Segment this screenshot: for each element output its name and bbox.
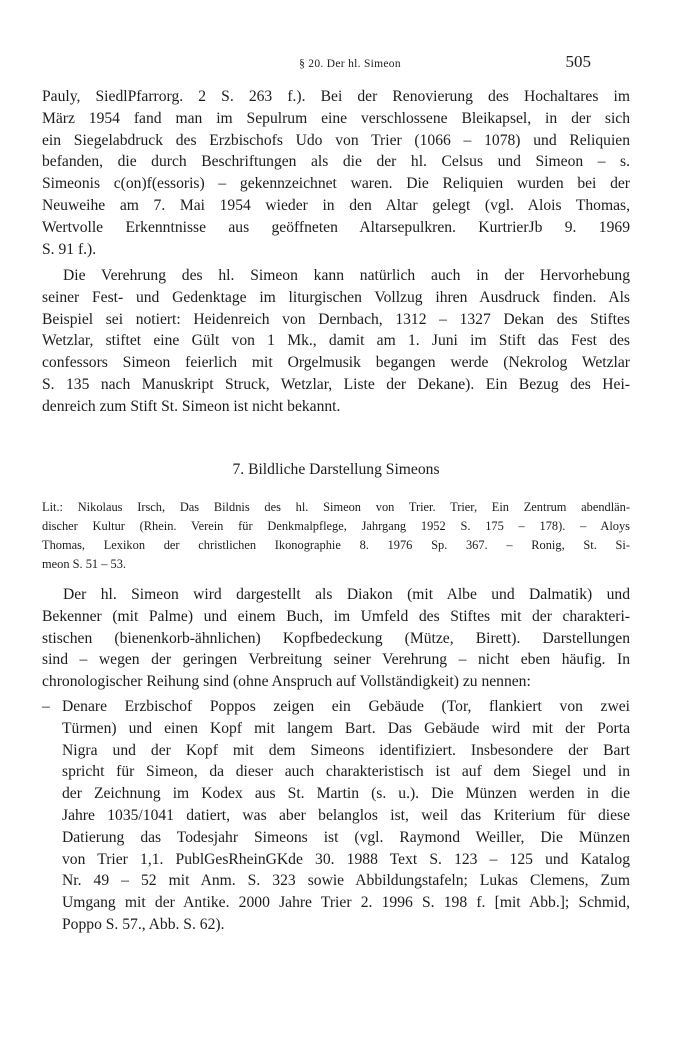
text-line: Nr. 49 – 52 mit Anm. S. 323 sowie Abbildungstafeln; Lukas Clemens, Zum bbox=[62, 872, 630, 890]
text-line: Wertvolle Erkenntnisse aus geöffneten Altarsepulkren. KurtrierJb 9. 1969 bbox=[42, 218, 630, 236]
text-line: März 1954 fand man im Sepulrum eine verschlossene Bleikapsel, in der sich bbox=[42, 109, 630, 127]
text-line: sind – wegen der geringen Verbreitung seiner Verehrung – nicht eben häufig. In bbox=[42, 651, 630, 669]
paragraph-3 bbox=[42, 584, 630, 693]
running-title: § 20. Der hl. Simeon bbox=[299, 58, 401, 70]
list-dash: – bbox=[42, 698, 50, 715]
text-line: Nigra und der Kopf mit dem Simeons identifiziert. Insbesondere der Bart bbox=[62, 741, 630, 759]
text-line: Umgang mit der Antike. 2000 Jahre Trier 2. 1996 S. 198 f. [mit Abb.]; Schmid, bbox=[62, 894, 630, 912]
text-line: Türmen) und einen Kopf mit langem Bart. Das Gebäude wird mit der Porta bbox=[62, 719, 630, 737]
text-line: Der hl. Simeon wird dargestellt als Diakon (mit Albe und Dalmatik) und bbox=[63, 586, 630, 603]
text-line: S. 91 f.). bbox=[42, 240, 97, 258]
text-line: ein Siegelabdruck des Erzbischofs Udo von Trier (1066 – 1078) und Reliquien bbox=[42, 131, 630, 149]
paragraph-2 bbox=[42, 265, 630, 418]
text-line: Jahre 1035/1041 datiert, was aber belanglos ist, weil das Kriterium für diese bbox=[62, 806, 630, 824]
text-line: chronologischer Reihung sind (ohne Anspruch auf Vollständigkeit) zu nennen: bbox=[42, 673, 531, 691]
text-line: Simeonis c(on)f(essoris) – gekennzeichnet waren. Die Reliquien wurden bei der bbox=[42, 175, 630, 193]
literature-block bbox=[42, 498, 630, 574]
text-line: denreich zum Stift St. Simeon ist nicht bekannt. bbox=[42, 397, 341, 415]
list-item-text bbox=[62, 696, 630, 936]
text-line: von Trier 1,1. PublGesRheinGKde 30. 1988 Text S. 123 – 125 und Katalog bbox=[62, 850, 630, 868]
text-line: der Zeichnung im Kodex aus St. Martin (s. u.). Die Münzen werden in die bbox=[62, 785, 630, 803]
text-line: stischen (bienenkorb-ähnlichen) Kopfbedeckung (Mütze, Birett). Darstellungen bbox=[42, 629, 630, 647]
text-line: Datierung das Todesjahr Simeons ist (vgl. Raymond Weiller, Die Münzen bbox=[62, 828, 630, 846]
text-line: Pauly, SiedlPfarrorg. 2 S. 263 f.). Bei der Renovierung des Hochaltares im bbox=[42, 88, 630, 105]
literature-line: discher Kultur (Rhein. Verein für Denkmalpflege, Jahrgang 1952 S. 175 – 178). – Aloys bbox=[42, 519, 630, 533]
paragraph-1 bbox=[42, 86, 630, 260]
text-line: S. 135 nach Manuskript Struck, Wetzlar, Liste der Dekane). Ein Bezug des Hei- bbox=[42, 375, 630, 393]
text-line: Wetzlar, stiftet eine Gült von 1 Mk., damit am 1. Juni im Stift das Fest des bbox=[42, 332, 630, 350]
literature-line: Thomas, Lexikon der christlichen Ikonographie 8. 1976 Sp. 367. – Ronig, St. Si- bbox=[42, 538, 630, 552]
text-line: Poppo S. 57., Abb. S. 62). bbox=[62, 915, 225, 933]
text-line: befanden, die durch Beschriftungen als die der hl. Celsus und Simeon – s. bbox=[42, 153, 630, 171]
text-line: Beispiel sei notiert: Heidenreich von Dernbach, 1312 – 1327 Dekan des Stiftes bbox=[42, 310, 630, 328]
text-line: seiner Fest- und Gedenktage im liturgischen Vollzug ihren Ausdruck finden. Als bbox=[42, 288, 630, 306]
text-line: Bekenner (mit Palme) und einem Buch, im Umfeld des Stiftes mit der charakteri- bbox=[42, 607, 630, 625]
literature-line: meon S. 51 – 53. bbox=[42, 557, 126, 571]
text-line: confessors Simeon feierlich mit Orgelmusik begangen werde (Nekrolog Wetzlar bbox=[42, 354, 630, 372]
text-line: spricht für Simeon, da dieser auch charakteristisch ist auf dem Siegel und in bbox=[62, 763, 630, 781]
text-line: Denare Erzbischof Poppos zeigen ein Gebäude (Tor, flankiert von zwei bbox=[62, 698, 630, 715]
text-line: Die Verehrung des hl. Simeon kann natürlich auch in der Hervorhebung bbox=[63, 267, 630, 284]
literature-line: Lit.: Nikolaus Irsch, Das Bildnis des hl. Simeon von Trier. Trier, Ein Zentrum abendlän- bbox=[42, 500, 630, 514]
running-header bbox=[0, 52, 700, 76]
section-heading: 7. Bildliche Darstellung Simeons bbox=[232, 461, 440, 478]
page-number: 505 bbox=[565, 52, 591, 71]
text-line: Neuweihe am 7. Mai 1954 wieder in den Altar gelegt (vgl. Alois Thomas, bbox=[42, 196, 630, 214]
